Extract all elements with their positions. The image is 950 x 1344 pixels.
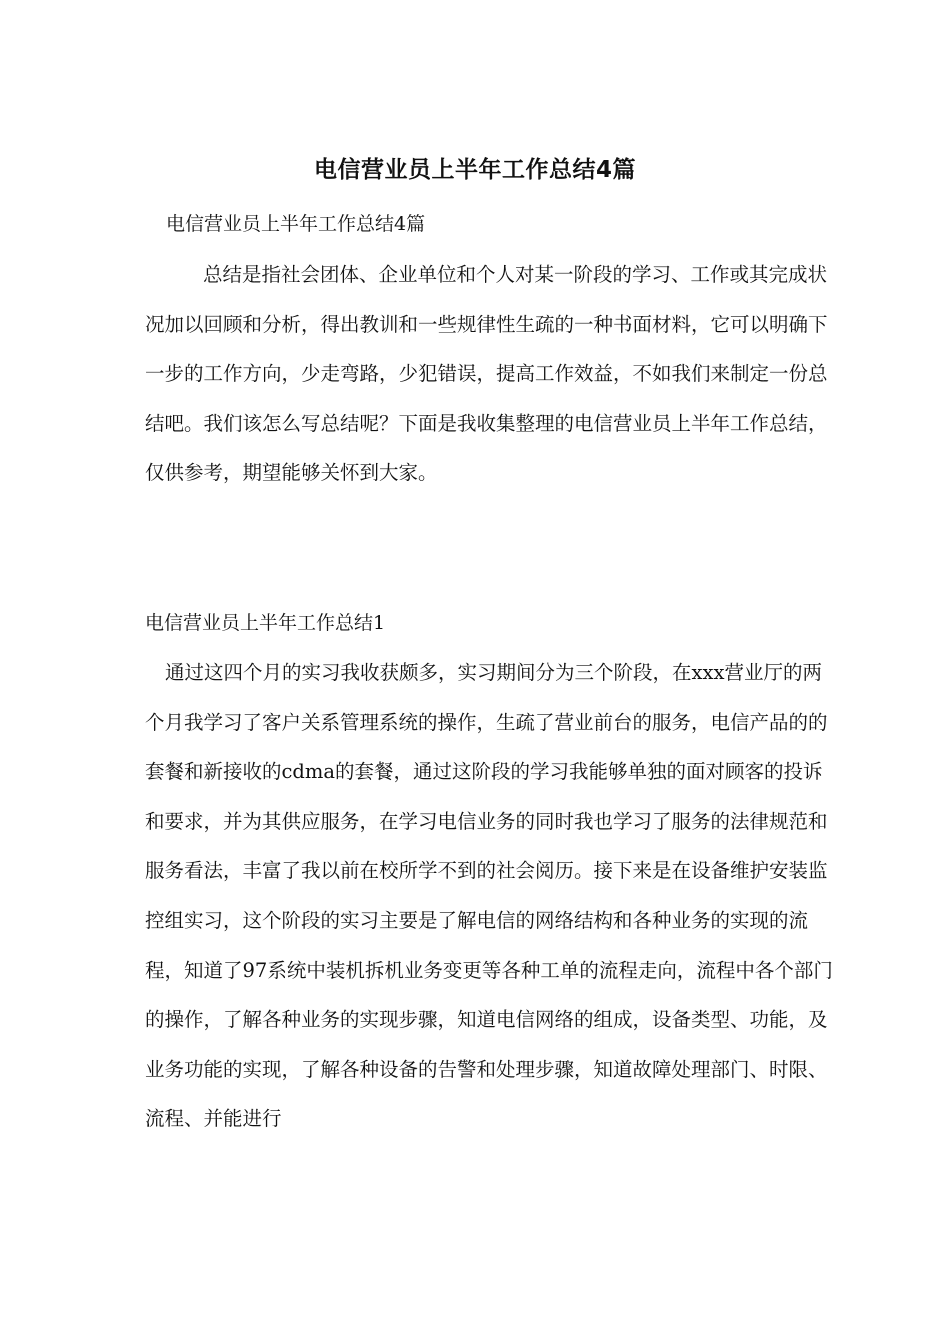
section-heading: 电信营业员上半年工作总结1	[145, 612, 386, 634]
document-title: 电信营业员上半年工作总结4篇	[313, 157, 636, 183]
intro-paragraph: 总结是指社会团体、企业单位和个人对某一阶段的学习、工作或其完成状况加以回顾和分析，得出教训和一些规律性生疏的一种书面材料，它可以明确下一步的工作方向，少走弯路，少犯错误，提高工作效益，不如我们来制定一份总结吧。我们该怎么写总结呢？下面是我收集整理的电信营业员上半年工作总结，仅供参考，期望能够关怀到大家。	[145, 263, 828, 485]
document-subtitle: 电信营业员上半年工作总结4篇	[166, 213, 426, 235]
section-body-paragraph: 通过这四个月的实习我收获颇多，实习期间分为三个阶段，在xxx营业厅的两个月我学习了客户关系管理系统的操作，生疏了营业前台的服务，电信产品的的套餐和新接收的cdma的套餐，通过这阶段的学习我能够单独的面对顾客的投诉和要求，并为其供应服务，在学习电信业务的同时我也学习了服务的法律规范和服务看法，丰富了我以前在校所学不到的社会阅历。接下来是在设备维护安装监控组实习，这个阶段的实习主要是了解电信的网络结构和各种业务的实现的流程，知道了97系统中装机拆机业务变更等各种工单的流程走向，流程中各个部门的操作，了解各种业务的实现步骤，知道电信网络的组成，设备类型、功能，及业务功能的实现，了解各种设备的告警和处理步骤，知道故障处理部门、时限、流程、并能进行	[145, 661, 833, 1131]
